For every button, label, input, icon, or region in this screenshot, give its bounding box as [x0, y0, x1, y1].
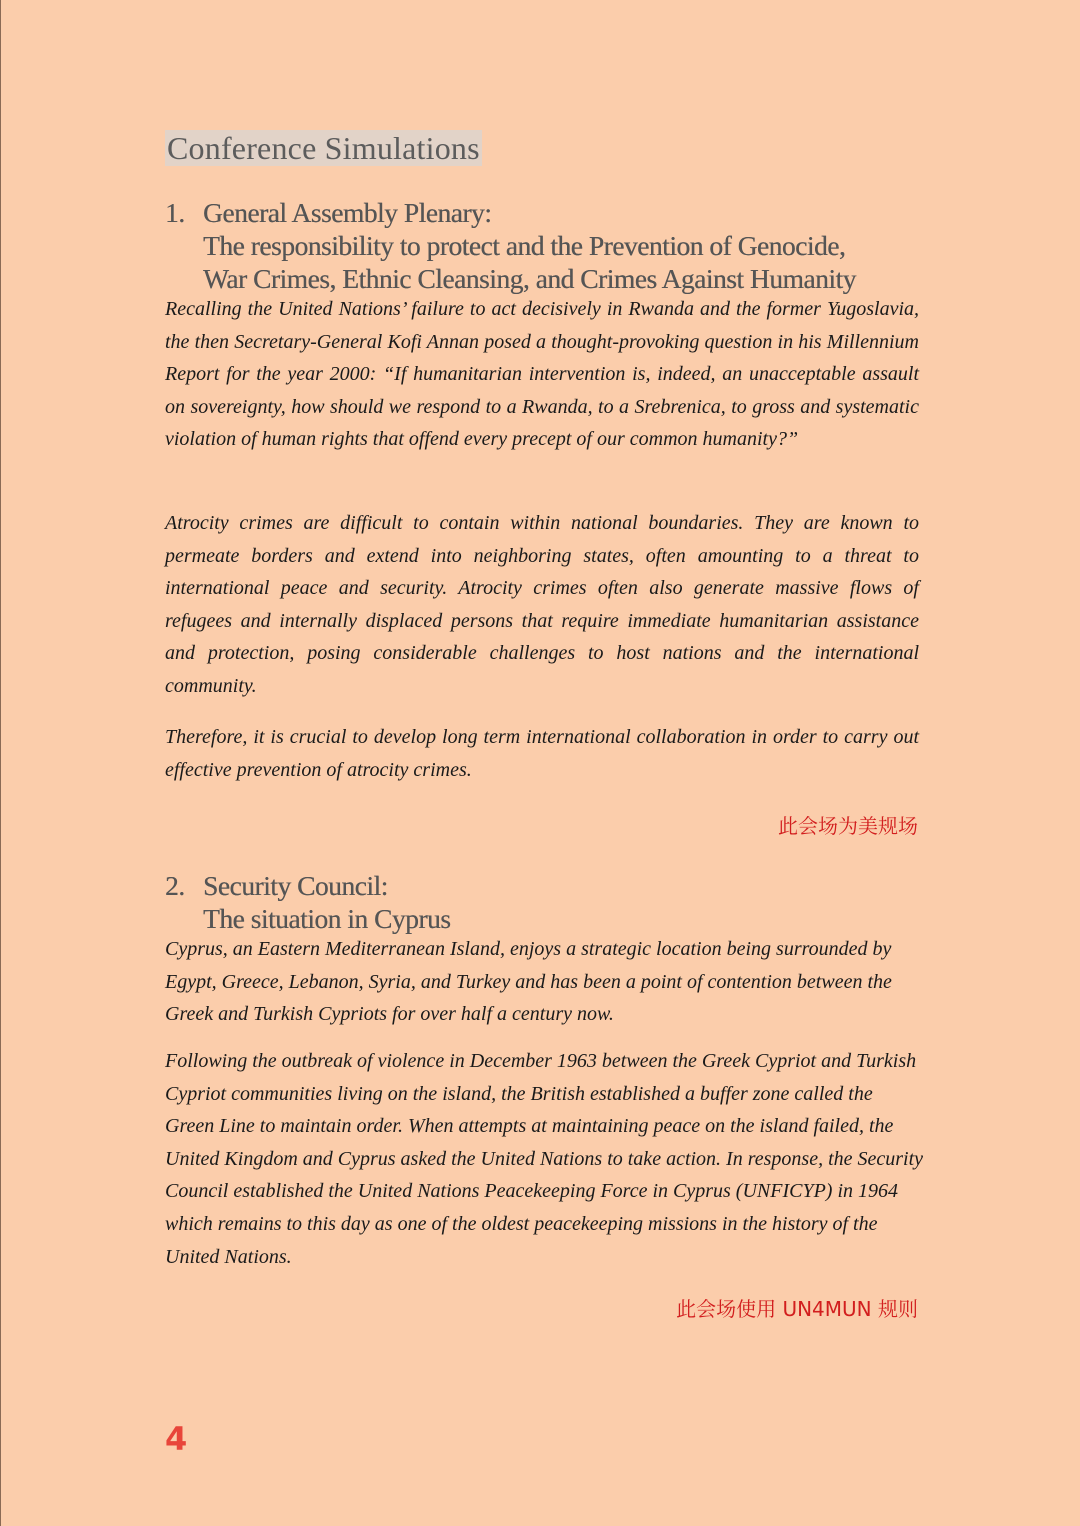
section-1-heading-line-3: War Crimes, Ethnic Cleansing, and Crimes Against Humanity	[203, 263, 856, 294]
section-title: Conference Simulations	[167, 130, 480, 166]
section-1-paragraph-2: Atrocity crimes are difficult to contain within national boundaries. They are known to permeate borders and extend into neighboring states, often amounting to a threat to international peace and security. Atrocity crimes often also generate massive flows of refugees and internally displaced persons that require immediate humanitarian assistance and protection, posing considerable challenges to host nations and the international community.	[165, 512, 919, 697]
section-1-paragraph-3: Therefore, it is crucial to develop long term international collaboration in order to carry out effective prevention of atrocity crimes.	[165, 726, 919, 781]
section-1-heading-line-1: General Assembly Plenary:	[203, 197, 492, 228]
section-1-note: 此会场为美规场	[778, 814, 918, 838]
section-2-number: 2.	[165, 870, 185, 901]
section-2-heading-line-1: Security Council:	[203, 870, 388, 901]
section-1-heading	[165, 196, 925, 295]
section-2-heading-line-2: The situation in Cyprus	[203, 903, 451, 934]
section-2-paragraph-2: Following the outbreak of violence in December 1963 between the Greek Cypriot and Turkish Cypriot communities living on the island, the British established a buffer zone called the Green Line to maintain order. When attempts at maintaining peace on the island failed, the United Kingdom and Cyprus asked the United Nations to take action. In response, the Security Council established the United Nations Peacekeeping Force in Cyprus (UNFICYP) in 1964 which remains to this day as one of the oldest peacekeeping missions in the history of the United Nations.	[165, 1050, 924, 1268]
section-2-paragraph-1: Cyprus, an Eastern Mediterranean Island, enjoys a strategic location being surrounded by Egypt, Greece, Lebanon, Syria, and Turkey and has been a point of contention between the Greek and Turkish Cypriots for over half a century now.	[165, 938, 892, 1026]
section-1-heading-line-2: The responsibility to protect and the Prevention of Genocide,	[203, 230, 846, 261]
section-1-paragraph-1: Recalling the United Nations’ failure to act decisively in Rwanda and the former Yugoslavia, the then Secretary-General Kofi Annan posed a thought-provoking question in his Millennium Report for the year 2000: “If humanitarian intervention is, indeed, an unacceptable assault on sovereignty, how should we respond to a Rwanda, to a Srebrenica, to gross and systematic violation of human rights that offend every precept of our common humanity?”	[165, 298, 919, 451]
page-number: 4	[165, 1420, 188, 1458]
section-2-heading	[165, 869, 925, 935]
section-2-note: 此会场使用 UN4MUN 规则	[676, 1297, 918, 1321]
section-1-number: 1.	[165, 197, 185, 228]
